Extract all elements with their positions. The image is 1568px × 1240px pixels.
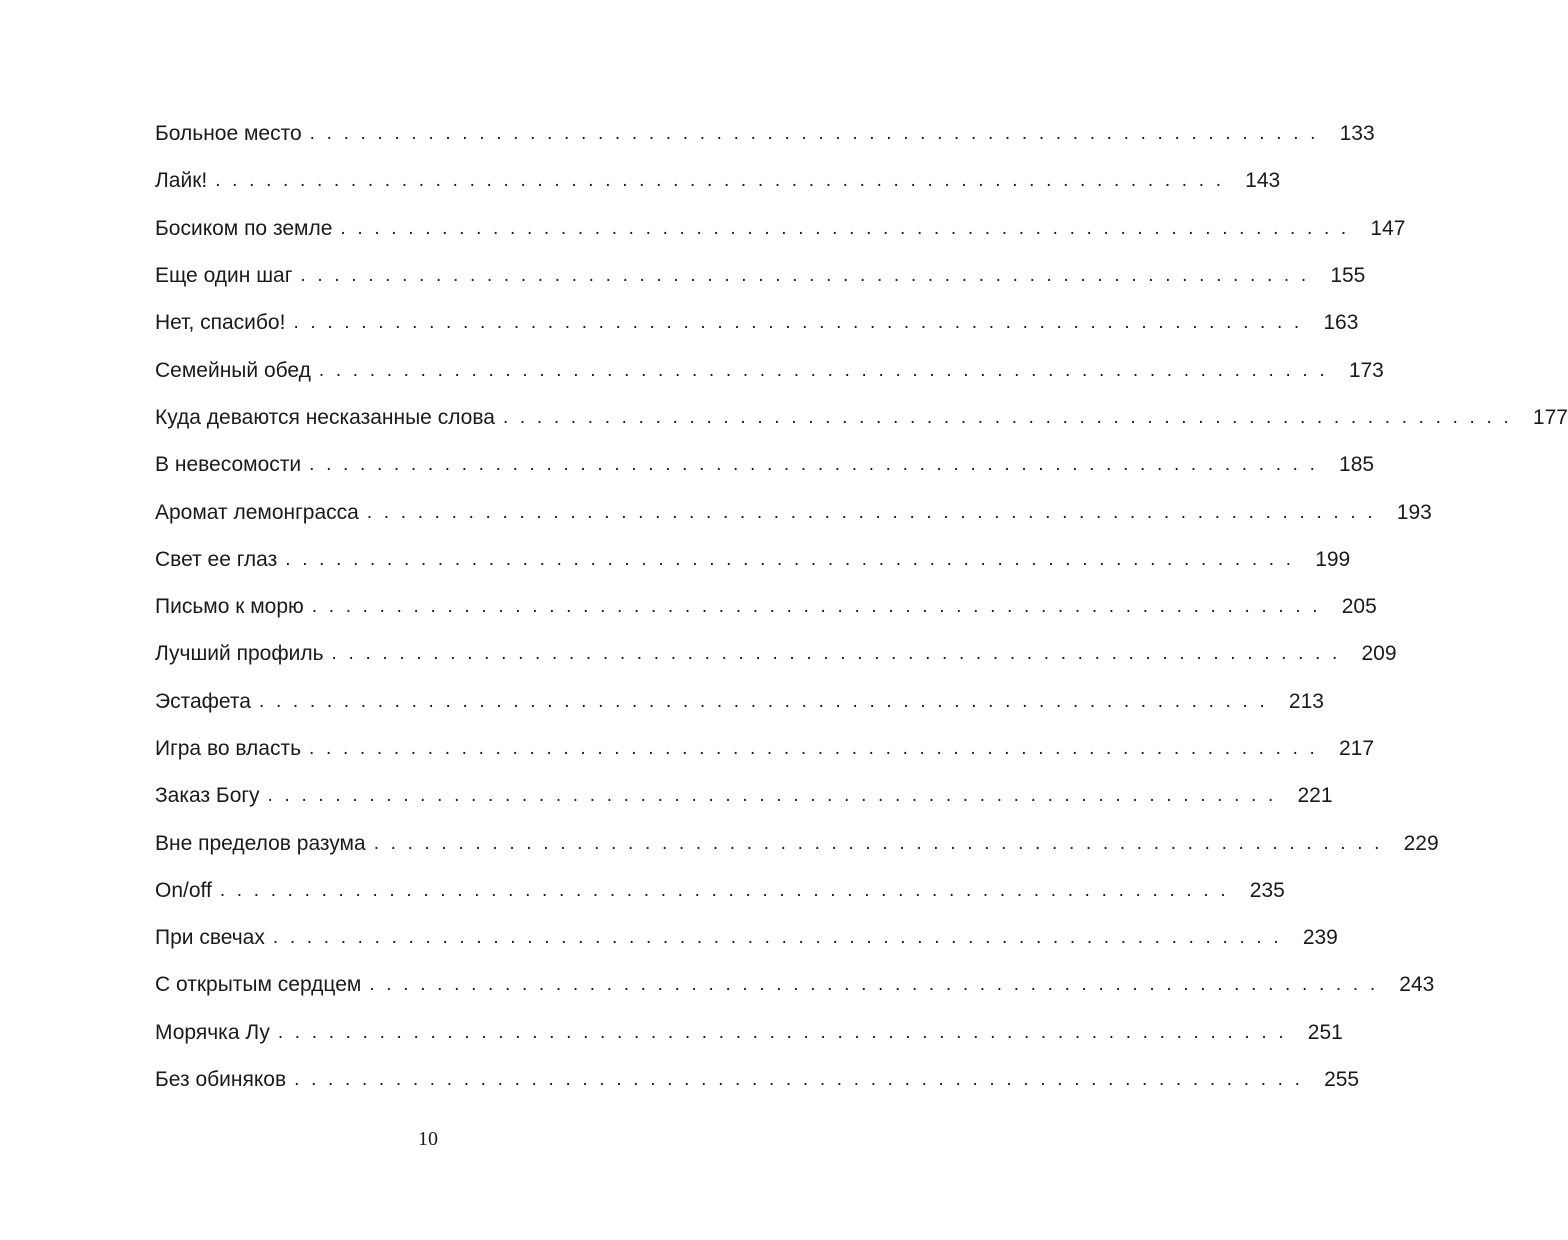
dot-leader: . . . . . . . . . . . . . . . . . . . . . . . . . . . . . . . . . . . . . . . . . . . . . . . . . . . . . . . . . . . . <box>309 454 1319 476</box>
toc-entry-title: В невесомости <box>155 453 302 477</box>
toc-entry-title: Вне пределов разума <box>155 831 366 855</box>
toc-entry-title: Без обиняков <box>155 1068 287 1092</box>
toc-entry-title: Заказ Богу <box>155 784 260 808</box>
toc-entry[interactable] <box>155 346 1384 393</box>
dot-leader: . . . . . . . . . . . . . . . . . . . . . . . . . . . . . . . . . . . . . . . . . . . . . . . . . . . . . . . . . . . . <box>309 738 1319 759</box>
dot-leader: . . . . . . . . . . . . . . . . . . . . . . . . . . . . . . . . . . . . . . . . . . . . . . . . . . . . . . . . . . . . <box>300 265 1310 287</box>
toc-entry-title: Игра во власть <box>155 737 302 760</box>
dot-leader: . . . . . . . . . . . . . . . . . . . . . . . . . . . . . . . . . . . . . . . . . . . . . . . . . . . . . . . . . . . . <box>272 927 1282 949</box>
toc-entry-page: 133 <box>1339 122 1375 146</box>
toc-entry[interactable] <box>155 205 1406 252</box>
toc-entry-title: Письмо к морю <box>155 595 304 619</box>
dot-leader: . . . . . . . . . . . . . . . . . . . . . . . . . . . . . . . . . . . . . . . . . . . . . . . . . . . . . . . . . . . . <box>309 123 1319 145</box>
toc-entry[interactable] <box>155 536 1351 583</box>
toc-entry[interactable] <box>155 157 1281 204</box>
toc-entry-page: 221 <box>1297 784 1333 808</box>
toc-entry-page: 193 <box>1396 500 1432 524</box>
toc-entry[interactable] <box>155 488 1432 535</box>
dot-leader: . . . . . . . . . . . . . . . . . . . . . . . . . . . . . . . . . . . . . . . . . . . . . . . . . . . . . . . . . . . . <box>331 643 1341 665</box>
toc-entry-page: 251 <box>1307 1020 1343 1044</box>
toc-entry-page: 185 <box>1339 453 1375 477</box>
toc-entry-page: 239 <box>1302 926 1338 950</box>
dot-leader: . . . . . . . . . . . . . . . . . . . . . . . . . . . . . . . . . . . . . . . . . . . . . . . . . . . . . . . . . . . . <box>277 1021 1287 1043</box>
toc-entry[interactable] <box>155 819 1439 866</box>
toc-entry-page: 177 <box>1532 405 1568 429</box>
toc-entry-page: 243 <box>1399 973 1435 997</box>
toc-entry-title: Морячка Лу <box>155 1020 270 1044</box>
dot-leader: . . . . . . . . . . . . . . . . . . . . . . . . . . . . . . . . . . . . . . . . . . . . . . . . . . . . . . . . . . . . <box>502 406 1512 428</box>
toc-entry[interactable] <box>155 252 1366 299</box>
toc-entry-page: 173 <box>1348 358 1384 382</box>
toc-entry-title: Еще один шаг <box>155 264 293 288</box>
dot-leader: . . . . . . . . . . . . . . . . . . . . . . . . . . . . . . . . . . . . . . . . . . . . . . . . . . . . . . . . . . . . <box>294 1069 1304 1091</box>
dot-leader: . . . . . . . . . . . . . . . . . . . . . . . . . . . . . . . . . . . . . . . . . . . . . . . . . . . . . . . . . . . . <box>215 170 1225 192</box>
toc-entry-page: 235 <box>1249 878 1285 902</box>
dot-leader: . . . . . . . . . . . . . . . . . . . . . . . . . . . . . . . . . . . . . . . . . . . . . . . . . . . . . . . . . . . . <box>318 359 1328 381</box>
dot-leader: . . . . . . . . . . . . . . . . . . . . . . . . . . . . . . . . . . . . . . . . . . . . . . . . . . . . . . . . . . . . <box>219 879 1229 901</box>
dot-leader: . . . . . . . . . . . . . . . . . . . . . . . . . . . . . . . . . . . . . . . . . . . . . . . . . . . . . . . . . . . . <box>311 596 1321 618</box>
toc-entry-title: Больное место <box>155 122 302 146</box>
toc-entry[interactable] <box>155 914 1338 961</box>
toc-entry[interactable] <box>155 725 1375 772</box>
dot-leader: . . . . . . . . . . . . . . . . . . . . . . . . . . . . . . . . . . . . . . . . . . . . . . . . . . . . . . . . . . . . <box>369 974 1379 996</box>
toc-entry[interactable] <box>155 1009 1343 1056</box>
toc-entry-title: Семейный обед <box>155 358 311 382</box>
toc-entry[interactable] <box>155 110 1375 157</box>
dot-leader: . . . . . . . . . . . . . . . . . . . . . . . . . . . . . . . . . . . . . . . . . . . . . . . . . . . . . . . . . . . . <box>258 690 1268 712</box>
toc-entry-title: Свет ее глаз <box>155 547 278 571</box>
toc-entry-page: 217 <box>1338 737 1375 760</box>
toc-entry-title: С открытым сердцем <box>155 973 362 997</box>
toc-entry-page: 163 <box>1323 311 1359 335</box>
dot-leader: . . . . . . . . . . . . . . . . . . . . . . . . . . . . . . . . . . . . . . . . . . . . . . . . . . . . . . . . . . . . <box>373 832 1383 854</box>
toc-entry-page: 209 <box>1361 642 1397 666</box>
toc-entry-title: Босиком по земле <box>155 216 333 240</box>
toc-entry-page: 199 <box>1315 547 1351 571</box>
toc-entry-page: 143 <box>1245 169 1281 193</box>
toc-entry-page: 229 <box>1403 831 1439 855</box>
toc-entry-title: Куда деваются несказанные слова <box>155 405 495 429</box>
toc-entry[interactable] <box>155 678 1324 725</box>
toc-entry[interactable] <box>155 441 1375 488</box>
toc-entry-page: 213 <box>1288 689 1324 713</box>
toc-entry[interactable] <box>155 630 1397 677</box>
toc-entry-title: On/off <box>155 878 212 902</box>
toc-entry-title: Аромат лемонграсса <box>155 500 359 524</box>
toc-entry-title: Нет, спасибо! <box>155 311 286 335</box>
toc-entry[interactable] <box>155 867 1285 914</box>
dot-leader: . . . . . . . . . . . . . . . . . . . . . . . . . . . . . . . . . . . . . . . . . . . . . . . . . . . . . . . . . . . . <box>340 217 1350 239</box>
table-of-contents <box>155 110 1568 1103</box>
page-number: 10 <box>418 1128 438 1150</box>
dot-leader: . . . . . . . . . . . . . . . . . . . . . . . . . . . . . . . . . . . . . . . . . . . . . . . . . . . . . . . . . . . . <box>293 312 1303 334</box>
toc-entry-title: Эстафета <box>155 689 251 713</box>
toc-entry[interactable] <box>155 961 1435 1008</box>
dot-leader: . . . . . . . . . . . . . . . . . . . . . . . . . . . . . . . . . . . . . . . . . . . . . . . . . . . . . . . . . . . . <box>267 785 1277 807</box>
toc-entry-page: 255 <box>1324 1068 1360 1092</box>
toc-entry[interactable] <box>155 299 1359 346</box>
toc-entry-title: Лучший профиль <box>155 642 324 666</box>
dot-leader: . . . . . . . . . . . . . . . . . . . . . . . . . . . . . . . . . . . . . . . . . . . . . . . . . . . . . . . . . . . . <box>285 548 1295 570</box>
toc-entry[interactable] <box>155 1056 1360 1103</box>
toc-entry-page: 147 <box>1370 216 1406 240</box>
toc-entry[interactable] <box>155 394 1568 441</box>
toc-entry-page: 205 <box>1341 595 1377 619</box>
toc-entry[interactable] <box>155 772 1333 819</box>
toc-entry-title: При свечах <box>155 926 265 950</box>
dot-leader: . . . . . . . . . . . . . . . . . . . . . . . . . . . . . . . . . . . . . . . . . . . . . . . . . . . . . . . . . . . . <box>366 501 1376 523</box>
toc-entry-page: 155 <box>1330 264 1366 288</box>
toc-entry-title: Лайк! <box>155 169 208 193</box>
toc-entry[interactable] <box>155 583 1377 630</box>
